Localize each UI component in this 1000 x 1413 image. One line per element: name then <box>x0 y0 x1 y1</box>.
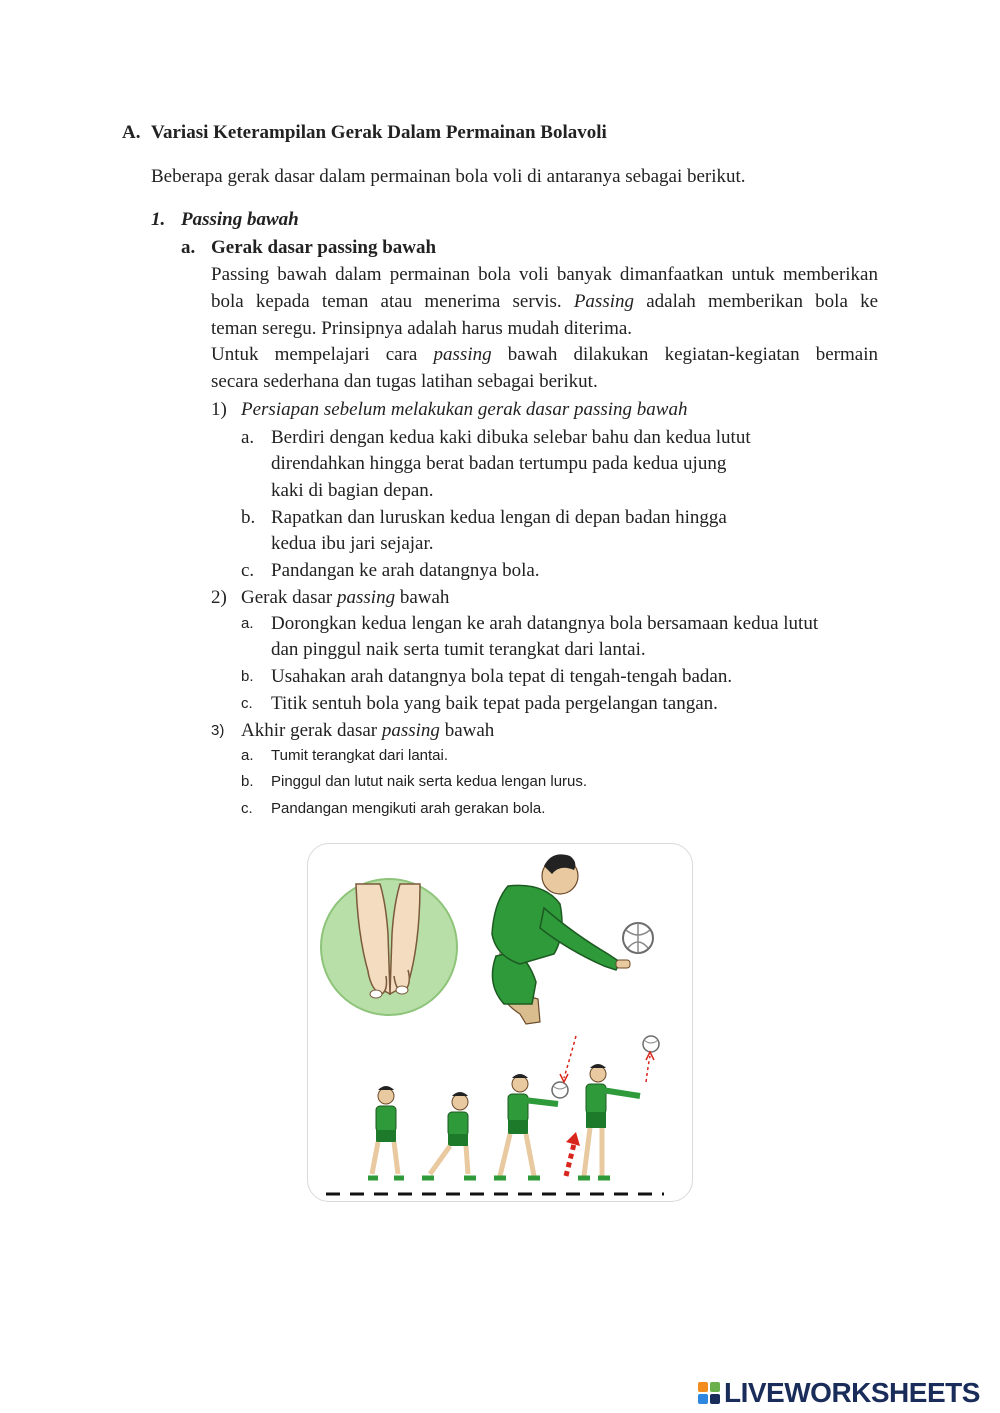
step3-item-b-line1: Pinggul dan lutut naik serta kedua lengan lurus. <box>271 773 588 790</box>
paragraph2-line2: secara sederhana dan tugas latihan sebagai berikut. <box>211 371 598 392</box>
volleyball-small-2 <box>643 1036 659 1052</box>
step3-item-c-line1: Pandangan mengikuti arah gerakan bola. <box>271 800 546 817</box>
logo-text: LIVEWORKSHEETS <box>724 1377 980 1408</box>
ball-direction-arrow-1 <box>560 1036 576 1082</box>
subtopic-letter: a. <box>181 237 196 258</box>
step2-item-c-line1: Titik sentuh bola yang baik tepat pada pergelangan tangan. <box>271 693 718 714</box>
step2-item-a-line1: Dorongkan kedua lengan ke arah datangnya bola bersamaan kedua lutut <box>271 613 819 634</box>
passing-illustration <box>307 843 693 1202</box>
step1-item-a-line3: kaki di bagian depan. <box>271 480 434 501</box>
step1-item-b-line2: kedua ibu jari sejajar. <box>271 533 434 554</box>
step2-item-a-letter: a. <box>241 615 254 632</box>
body-up-arrow <box>566 1132 580 1176</box>
paragraph1-line3: teman seregu. Prinsipnya adalah harus mudah diterima. <box>211 318 633 339</box>
sequence-player-2 <box>422 1092 476 1178</box>
section-intro: Beberapa gerak dasar dalam permainan bola voli di antaranya sebagai berikut. <box>151 166 746 187</box>
liveworksheets-logo <box>698 1376 980 1410</box>
step2-item-a-line2: dan pinggul naik serta tumit terangkat dari lantai. <box>271 639 646 660</box>
step1-number: 1) <box>211 399 227 420</box>
step3-item-b-letter: b. <box>241 773 254 790</box>
step2-item-b-letter: b. <box>241 668 254 685</box>
step1-item-c-line1: Pandangan ke arah datangnya bola. <box>271 560 540 581</box>
step3-item-a-line1: Tumit terangkat dari lantai. <box>271 747 449 764</box>
illustration-svg <box>308 844 692 1201</box>
paragraph1-line2: bola kepada teman atau menerima servis. Passing adalah memberikan bola ke <box>211 291 879 312</box>
topic-title: Passing bawah <box>181 209 299 230</box>
volleyball-small-1 <box>552 1082 568 1098</box>
volleyball-large <box>623 923 653 953</box>
step2-item-b-line1: Usahakan arah datangnya bola tepat di tengah-tengah badan. <box>271 666 733 687</box>
paragraph2-line1: Untuk mempelajari cara passing bawah dilakukan kegiatan-kegiatan bermain <box>211 344 879 365</box>
step2-title: Gerak dasar passing bawah <box>241 587 450 608</box>
step3-title: Akhir gerak dasar passing bawah <box>241 720 495 741</box>
step1-item-a-letter: a. <box>241 427 255 448</box>
topic-number: 1. <box>151 209 166 230</box>
step1-title: Persiapan sebelum melakukan gerak dasar passing bawah <box>241 399 688 420</box>
sequence-player-3 <box>494 1074 558 1178</box>
step1-item-a-line2: direndahkan hingga berat badan tertumpu pada kedua ujung <box>271 453 727 474</box>
step1-item-b-line1: Rapatkan dan luruskan kedua lengan di depan badan hingga <box>271 507 727 528</box>
hands-closeup <box>321 879 457 1015</box>
step2-number: 2) <box>211 587 227 608</box>
step1-item-c-letter: c. <box>241 560 255 581</box>
section-marker: A. <box>122 122 141 143</box>
step3-number: 3) <box>211 722 225 739</box>
sequence-player-4 <box>578 1064 640 1178</box>
sequence-player-1 <box>368 1086 404 1178</box>
logo-mark <box>698 1382 720 1404</box>
subtopic-title: Gerak dasar passing bawah <box>211 237 437 258</box>
step3-item-c-letter: c. <box>241 800 253 817</box>
large-player <box>492 854 630 1024</box>
section-title: Variasi Keterampilan Gerak Dalam Permainan Bolavoli <box>151 122 607 143</box>
step1-item-b-letter: b. <box>241 507 256 528</box>
step2-item-c-letter: c. <box>241 695 253 712</box>
step1-item-a-line1: Berdiri dengan kedua kaki dibuka selebar bahu dan kedua lutut <box>271 427 751 448</box>
step3-item-a-letter: a. <box>241 747 254 764</box>
ball-direction-arrow-2 <box>646 1052 654 1082</box>
paragraph1-line1: Passing bawah dalam permainan bola voli banyak dimanfaatkan untuk memberikan <box>211 264 878 285</box>
